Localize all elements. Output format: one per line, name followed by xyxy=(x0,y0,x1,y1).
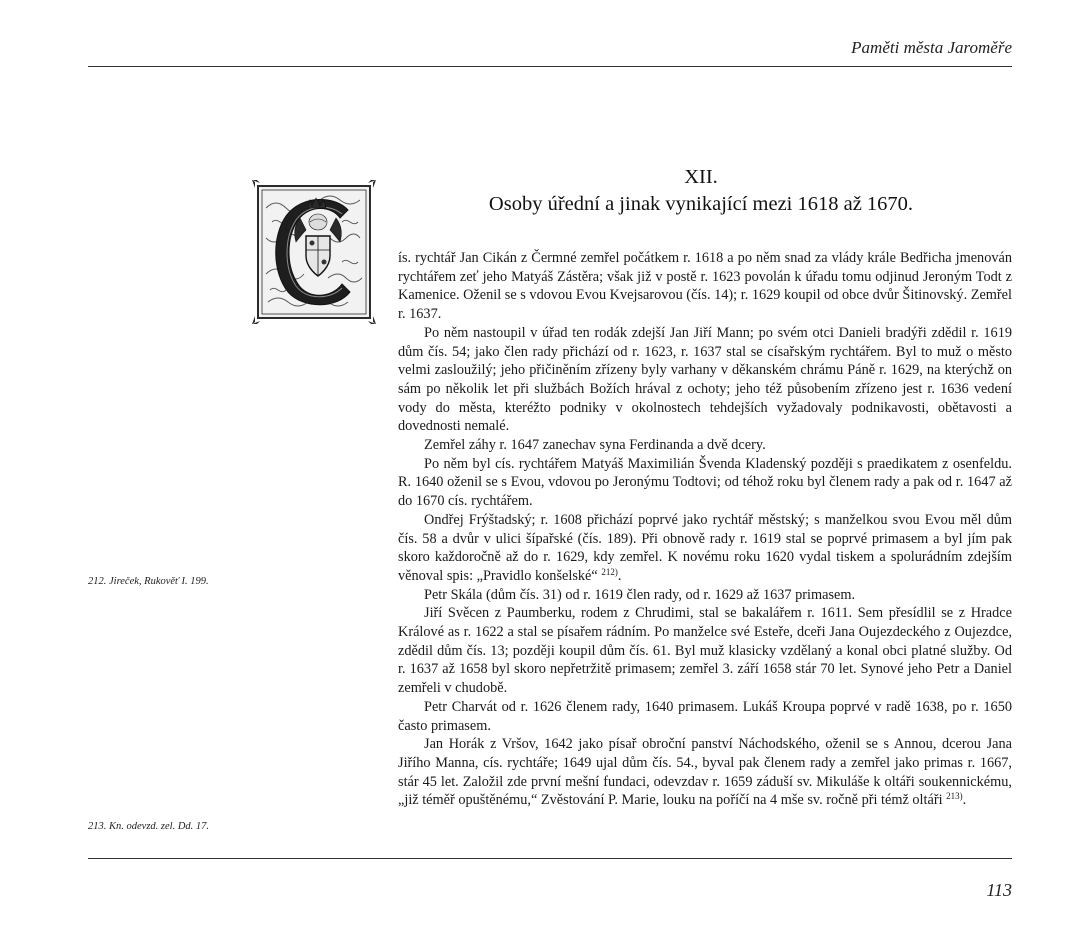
header-rule xyxy=(88,66,1012,67)
paragraph: Po něm byl cís. rychtářem Matyáš Maximilián Švenda Kladenský později s praedikatem z osenfeldu. R. 1640 oženil se s Evou, vdovou po Jeronýmu Todtovi; od téhož roku byl členem rady a pak od r. 1647 až do 1670 cís. rychtářem. xyxy=(398,455,1012,510)
paragraph: Jan Horák z Vršov, 1642 jako písař obroční panství Náchodského, oženil se s Annou, dcerou Jana Jiřího Manna, cís. rychtáře; 1649 ujal dům čís. 54., byval pak členem rady a zemřel jako primas r. 1667, stár 45 let. Založil zde první mešní fundaci, odevzdav r. 1659 záduší sv. Mikuláše k oltáři soukennickému, „již téměř opuštěnému,“ Zvěstování P. Marie, louku na poříčí na 4 mše sv. ročně při témž oltáři $^{213)}$. xyxy=(398,736,1012,809)
footnote-212: 212. Jireček, Rukověť I. 199. xyxy=(88,576,209,587)
paragraph: Zemřel záhy r. 1647 zanechav syna Ferdinanda a dvě dcery. xyxy=(424,437,766,454)
paragraph-text: Jan Horák z Vršov, 1642 jako písař obroční panství Náchodského, oženil se s Annou, dcerou Jana Jiřího Manna, cís. rychtáře; 1649 ujal dům čís. 54., byval pak členem rady a zemřel jako primas r. 1667, stár 45 let. Založil zde první mešní fundaci, odevzdav r. 1659 záduší sv. Mikuláše k oltáři soukennickému, „již téměř opuštěnému,“ Zvěstování P. Marie, louku na poříčí na 4 mše sv. ročně při témž oltáři xyxy=(398,736,1012,809)
chapter-title: Osoby úřední a jinak vynikající mezi 1618 až 1670. xyxy=(488,193,914,215)
paragraph: Ondřej Frýštadský; r. 1608 přichází poprvé jako rychtář městský; s manželkou svou Evou měl dům čís. 58 a dvůr v ulici šípařské (čís. 189). Při obnově rady r. 1619 stal se poprvé primasem a byl jím pak skoro každoročně až do r. 1629, kdy zemřel. K novému roku 1620 vydal tiskem a spolurádním zdejším věnoval spis: „Pravidlo konšelské“ $^{212)}$. xyxy=(398,511,1012,584)
footnote-ref: 212) xyxy=(601,566,618,577)
decorated-initial-icon xyxy=(250,178,378,326)
paragraph: Po něm nastoupil v úřad ten rodák zdejší Jan Jiří Mann; po svém otci Danieli bradýři zdědil r. 1619 dům čís. 54; jako člen rady přichází od r. 1623, r. 1637 stal se císařským rychtářem. Byl to muž o město velmi zasloužilý; jeho přičiněním zřízeny byly varhany v děkanském chrámu Páně r. 1629, na kterýchž on sám po několik let při službách Božích hrával z ochoty; jeho též působením zřízeno jest r. 1636 vedení vody do města, kteréžto podniky v okolnostech tehdejších vyžadovaly podnikavosti, obětavosti a dovednosti nemalé. xyxy=(398,324,1012,435)
chapter-number: XII. xyxy=(684,166,718,188)
footnote-213: 213. Kn. odevzd. zel. Dd. 17. xyxy=(88,821,210,832)
paragraph: Petr Charvát od r. 1626 členem rady, 1640 primasem. Lukáš Kroupa poprvé v radě 1638, po r. 1650 často primasem. xyxy=(398,698,1012,734)
page-number: 113 xyxy=(986,880,1012,900)
footnote-ref: 213) xyxy=(946,791,963,802)
paragraph-text: Ondřej Frýštadský; r. 1608 přichází poprvé jako rychtář městský; s manželkou svou Evou měl dům čís. 58 a dvůr v ulici šípařské (čís. 189). Při obnově rady r. 1619 stal se poprvé primasem a byl jím pak skoro každoročně až do r. 1629, kdy zemřel. K novému roku 1620 vydal tiskem a spolurádním zdejším věnoval spis: „Pravidlo konšelské“ xyxy=(398,511,1012,584)
footer-rule xyxy=(88,858,1012,859)
paragraph: ís. rychtář Jan Cikán z Čermné zemřel počátkem r. 1618 a po něm snad za vlády krále Bedřicha jmenován rychtářem zeť jeho Matyáš Zástěra; však již v postě r. 1623 povolán k úřadu tomu odjinud Jeroným Todt z Kamenice. Oženil se s vdovou Evou Kvejsarovou (čís. 14); r. 1629 koupil od obce dvůr Šitinovský. Zemřel r. 1637. xyxy=(398,250,1012,323)
running-header: Paměti města Jaroměře xyxy=(851,38,1012,57)
paragraph: Jiří Svěcen z Paumberku, rodem z Chrudimi, stal se bakalářem r. 1611. Sem přesídlil se z Hradce Králové as r. 1622 a stal se písařem rádním. Po manželce své Esteře, dceři Jana Oujezdeckého z Oujezdce, zdědil dům čís. 13; později koupil dům čís. 61. Byl muž klasicky vzdělaný a konal obci platné služby. Od r. 1637 až 1658 byl skoro nepřetržitě primasem; zemřel 3. září 1658 stár 70 let. Synové jeho Petr a Daniel zemřeli v chudobě. xyxy=(398,605,1012,697)
chapter-body xyxy=(398,249,1012,810)
paragraph: Petr Skála (dům čís. 31) od r. 1619 člen rady, od r. 1629 až 1637 primasem. xyxy=(424,586,856,603)
